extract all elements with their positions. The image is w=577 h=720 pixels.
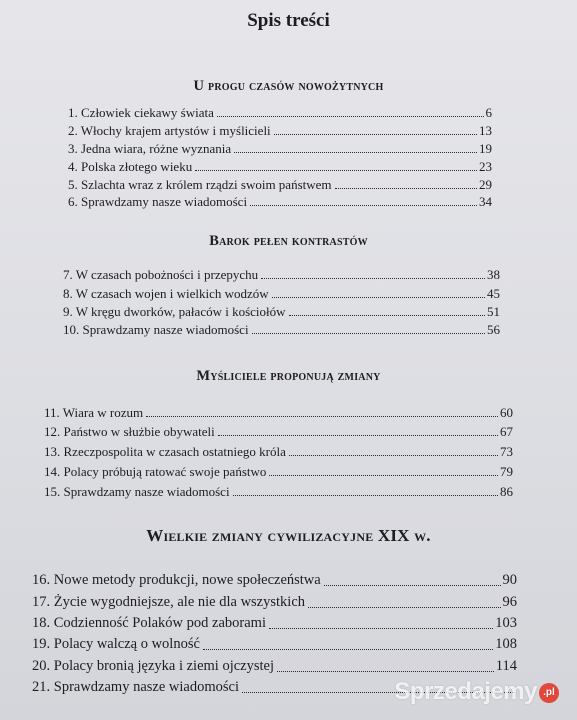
toc-entry — [63, 321, 500, 337]
toc-leader-dots — [217, 116, 484, 117]
toc-entry-label: 10. Sprawdzamy nasze wiadomości — [63, 322, 249, 337]
toc-leader-dots — [289, 315, 485, 316]
toc-leader-dots — [252, 333, 485, 334]
toc-leader-dots — [269, 475, 498, 476]
toc-leader-dots — [274, 134, 477, 135]
toc-entry — [63, 285, 500, 301]
section-heading: U progu czasów nowożytnych — [193, 78, 384, 94]
toc-leader-dots — [335, 188, 477, 189]
toc-entry — [68, 158, 492, 174]
toc-entry — [68, 122, 492, 138]
toc-leader-dots — [218, 435, 498, 436]
toc-entry — [68, 176, 492, 192]
watermark-badge: .pl — [539, 683, 559, 703]
toc-entry-page: 96 — [502, 594, 517, 610]
toc-entry-label: 7. W czasach pobożności i przepychu — [63, 267, 259, 282]
toc-entry — [44, 404, 513, 420]
toc-entry-label: 2. Włochy krajem artystów i myślicieli — [68, 123, 271, 138]
toc-entry-label: 9. W kręgu dworków, pałaców i kościołów — [63, 304, 286, 319]
toc-entry — [44, 443, 513, 459]
toc-entry-page: 23 — [479, 159, 492, 174]
section-heading: Wielkie zmiany cywilizacyjne XIX w. — [146, 526, 431, 545]
toc-entry-page: 45 — [487, 286, 500, 301]
toc-entry-page: 86 — [500, 484, 513, 499]
toc-entry-label: 17. Życie wygodniejsze, ale nie dla wszystkich — [32, 594, 306, 610]
toc-entry — [32, 593, 517, 611]
toc-entry — [44, 463, 513, 479]
toc-entry-label: 4. Polska złotego wieku — [68, 159, 193, 174]
toc-entry-label: 8. W czasach wojen i wielkich wodzów — [63, 286, 269, 301]
toc-leader-dots — [234, 152, 477, 153]
toc-entry — [32, 571, 517, 589]
toc-entry-page: 38 — [487, 267, 500, 282]
toc-entry — [32, 657, 517, 675]
toc-entry-page: 73 — [500, 444, 513, 459]
toc-leader-dots — [324, 585, 501, 586]
toc-leader-dots — [277, 671, 494, 672]
toc-entry-page: 19 — [479, 141, 492, 156]
toc-entry-label: 6. Sprawdzamy nasze wiadomości — [68, 194, 248, 209]
toc-entry-page: 13 — [479, 123, 492, 138]
toc-entry-page: 56 — [487, 322, 500, 337]
toc-entry — [68, 140, 492, 156]
toc-entry-label: 5. Szlachta wraz z królem rządzi swoim państwem — [68, 177, 332, 192]
toc-entry-page: 108 — [495, 636, 517, 652]
section-heading: Barok pełen kontrastów — [209, 233, 368, 249]
watermark-text: Sprzedajemy — [394, 678, 537, 705]
toc-leader-dots — [261, 278, 485, 279]
toc-leader-dots — [308, 607, 500, 608]
toc-entry-label: 14. Polacy próbują ratować swoje państwo — [44, 464, 267, 479]
toc-entry — [32, 635, 517, 653]
toc-entry — [63, 266, 500, 282]
toc-leader-dots — [203, 649, 493, 650]
toc-entry-page: 6 — [485, 105, 492, 120]
toc-entry — [68, 193, 492, 209]
toc-entry-label: 21. Sprawdzamy nasze wiadomości — [32, 679, 239, 695]
toc-entry-label: 20. Polacy bronią języka i ziemi ojczystej — [32, 658, 274, 674]
toc-leader-dots — [289, 455, 498, 456]
toc-leader-dots — [250, 205, 477, 206]
toc-entry-label: 12. Państwo w służbie obywateli — [44, 424, 215, 439]
toc-entry-page: 60 — [500, 405, 513, 420]
toc-entry — [44, 423, 513, 439]
toc-entry — [32, 614, 517, 632]
page-title: Spis treści — [247, 10, 330, 31]
toc-entry-page: 114 — [495, 658, 517, 674]
toc-entry-label: 11. Wiara w rozum — [44, 405, 144, 420]
toc-entry-label: 13. Rzeczpospolita w czasach ostatniego króla — [44, 444, 286, 459]
toc-leader-dots — [195, 170, 477, 171]
section-heading: Myśliciele proponują zmiany — [196, 368, 381, 384]
toc-entry-page: 90 — [502, 572, 517, 588]
toc-entry — [68, 104, 492, 120]
toc-entry-page: 51 — [487, 304, 500, 319]
toc-entry-label: 19. Polacy walczą o wolność — [32, 636, 200, 652]
toc-entry-label: 15. Sprawdzamy nasze wiadomości — [44, 484, 230, 499]
toc-entry-label: 3. Jedna wiara, różne wyznania — [68, 141, 232, 156]
toc-entry-page: 79 — [500, 464, 513, 479]
toc-entry-page: 67 — [500, 424, 513, 439]
toc-leader-dots — [269, 628, 493, 629]
toc-entry-label: 18. Codzienność Polaków pod zaborami — [32, 615, 266, 631]
toc-entry — [63, 303, 500, 319]
toc-entry-page: 103 — [495, 615, 517, 631]
toc-leader-dots — [272, 297, 485, 298]
toc-leader-dots — [146, 416, 498, 417]
toc-entry-label: 16. Nowe metody produkcji, nowe społeczeństwa — [32, 572, 321, 588]
toc-entry-page: 29 — [479, 177, 492, 192]
watermark-logo — [394, 678, 559, 706]
toc-leader-dots — [233, 495, 498, 496]
toc-entry — [44, 483, 513, 499]
toc-entry-label: 1. Człowiek ciekawy świata — [68, 105, 214, 120]
toc-entry-page: 34 — [479, 194, 492, 209]
